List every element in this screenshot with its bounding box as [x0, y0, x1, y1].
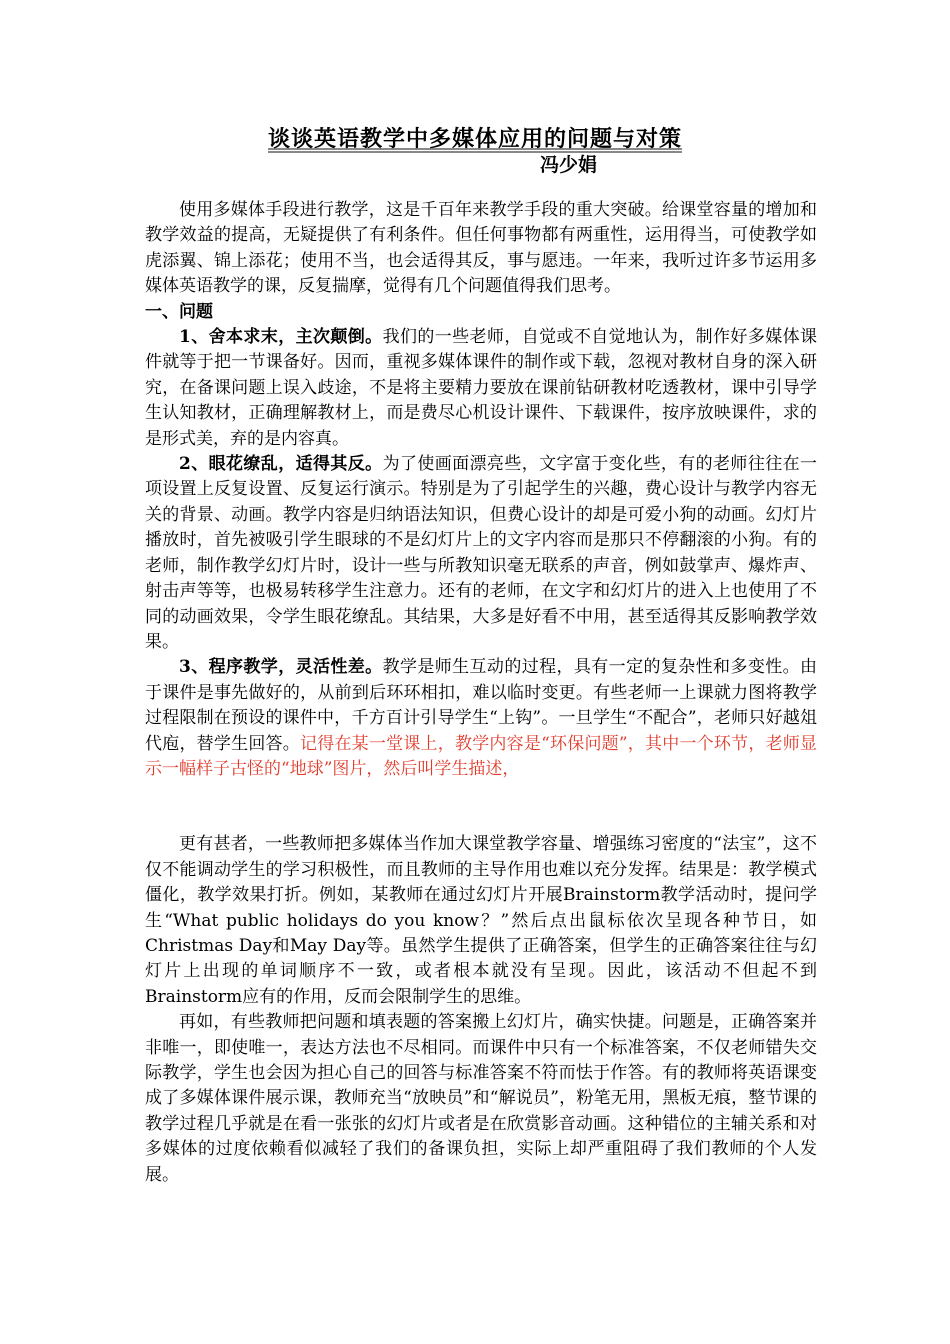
problem-3-paragraph [145, 655, 817, 782]
intro-paragraph: 使用多媒体手段进行教学，这是千百年来教学手段的重大突破。给课堂容量的增加和教学效益的提高，无疑提供了有利条件。但任何事物都有两重性，运用得当，可使教学如虎添翼、锦上添花；使用不当，也会适得其反，事与愿违。一年来，我听过许多节运用多媒体英语教学的课，反复揣摩，觉得有几个问题值得我们思考。 [145, 200, 817, 297]
document-author: 冯少娟 [540, 154, 598, 176]
problem-2-title: 2、眼花缭乱，适得其反。 [179, 454, 383, 475]
problem-3-text: 教学是师生互动的过程，具有一定的复杂性和多变性。由于课件是事先做好的，从前到后环环相扣，难以临时变更。有些老师一上课就力图将教学过程限制在预设的课件中，千方百计引导学生“上钩”。一旦学生“不配合”，老师只好越俎代庖，替学生回答。 [145, 657, 818, 754]
problem-2-text: 为了使画面漂亮些，文字富于变化些，有的老师往往在一项设置上反复设置、反复运行演示。特别是为了引起学生的兴趣，费心设计与教学内容无关的背景、动画。教学内容是归纳语法知识，但费心设计的却是可爱小狗的动画。幻灯片播放时，首先被吸引学生眼球的不是幻灯片上的文字内容而是那只不停翻滚的小狗。有的老师，制作教学幻灯片时，设计一些与所教知识毫无联系的声音，例如鼓掌声、爆炸声、射击声等等，也极易转移学生注意力。还有的老师，在文字和幻灯片的进入上也使用了不同的动画效果，令学生眼花缭乱。其结果，大多是好看不中用，甚至适得其反影响教学效果。 [145, 454, 818, 652]
document-title: 谈谈英语教学中多媒体应用的问题与对策 [267, 126, 682, 152]
problem-1-paragraph [145, 325, 817, 452]
again-paragraph: 再如，有些教师把问题和填表题的答案搬上幻灯片，确实快捷。问题是，正确答案并非唯一，即使唯一，表达方法也不尽相同。而课件中只有一个标准答案，不仅老师错失交际教学，学生也会因为担心自己的回答与标准答案不符而怯于作答。有的教师将英语课变成了多媒体课件展示课，教师充当“放映员”和“解说员”，粉笔无用，黑板无痕，整节课的教学过程几乎就是在看一张张的幻灯片或者是在欣赏影音动画。这种错位的主辅关系和对多媒体的过度依赖看似减轻了我们的备课负担，实际上却严重阻碍了我们教师的个人发展。 [145, 1012, 817, 1185]
blank-gap [145, 782, 817, 832]
problem-1-title: 1、舍本求末，主次颠倒。 [179, 327, 383, 348]
problem-2-paragraph [145, 452, 817, 655]
problem-3-highlight: 记得在某一堂课上，教学内容是“环保问题”，其中一个环节，老师显示一幅样子古怪的“地球”图片，然后叫学生描述， [145, 733, 818, 779]
problem-1-text: 我们的一些老师，自觉或不自觉地认为，制作好多媒体课件就等于把一节课备好。因而，重视多媒体课件的制作或下载，忽视对教材自身的深入研究，在备课问题上误入歧途，不是将主要精力要放在课前钻研教材吃透教材，课中引导学生认知教材，正确理解教材上，而是费尽心机设计课件、下载课件，按序放映课件，求的是形式美，弃的是内容真。 [145, 327, 818, 449]
more-paragraph: 更有甚者，一些教师把多媒体当作加大课堂教学容量、增强练习密度的“法宝”，这不仅不能调动学生的学习积极性，而且教师的主导作用也难以充分发挥。结果是：教学模式僵化，教学效果打折。例如，某教师在通过幻灯片开展Brainstorm教学活动时，提问学生“What public holidays do you know？”然后点出鼠标依次呈现各种节日，如Christmas Day和May Day等。虽然学生提供了正确答案，但学生的正确答案往往与幻灯片上出现的单词顺序不一致，或者根本就没有呈现。因此，该活动不但起不到Brainstorm应有的作用，反而会限制学生的思维。 [145, 834, 817, 1007]
section-heading: 一、问题 [145, 301, 213, 322]
document-body [145, 198, 817, 1188]
problem-3-title: 3、程序教学，灵活性差。 [179, 657, 383, 678]
